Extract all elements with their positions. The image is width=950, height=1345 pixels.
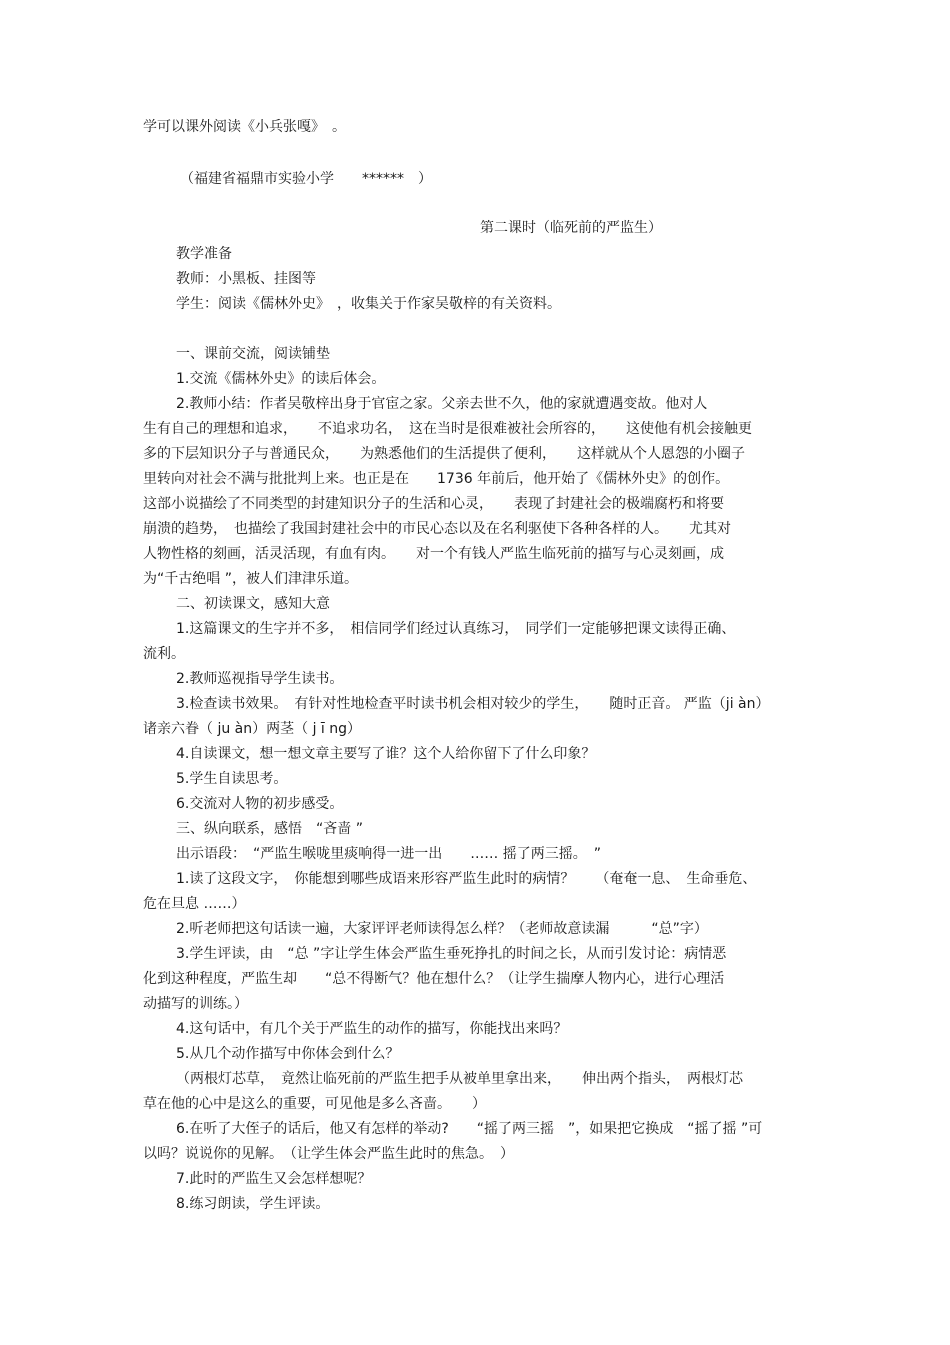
part1-item2-line: 2.教师小结：作者吴敬梓出身于官宦之家。父亲去世不久，他的家就遭遇变故。他对人 [176, 396, 708, 412]
part3-item1-line: 危在旦息 ……） [143, 896, 246, 912]
part3-item5-answer-line: 草在他的心中是这么的重要，可见他是多么吝啬。 ） [143, 1096, 486, 1112]
part2-item3-line: 诸亲六眷（ ju àn）两茎（ j ī ng） [143, 721, 362, 737]
part1-item2-line: 为“千古绝唱 ”，被人们津津乐道。 [143, 571, 358, 587]
prep-student: 学生：阅读《儒林外史》 ，收集关于作家吴敬梓的有关资料。 [176, 296, 561, 312]
part2-item3-line: 3.检查读书效果。 有针对性地检查平时读书机会相对较少的学生， 随时正音。 严监（ji àn） [176, 696, 770, 712]
part1-item2-line: 崩溃的趋势， 也描绘了我国封建社会中的市民心态以及在名利驱使下各种各样的人。 尤其对 [143, 521, 731, 537]
section-title: 第二课时（临死前的严监生） [480, 220, 662, 236]
part1-item2-line: 多的下层知识分子与普通民众， 为熟悉他们的生活提供了便利， 这样就从个人恩怨的小圈子 [143, 446, 745, 462]
part1-item2-line: 这部小说描绘了不同类型的封建知识分子的生活和心灵， 表现了封建社会的极端腐朽和将要 [143, 496, 724, 512]
prep-heading: 教学准备 [176, 246, 232, 262]
part3-item8: 8.练习朗读，学生评读。 [176, 1196, 330, 1212]
part2-item1-line: 流利。 [143, 646, 185, 662]
part3-heading: 三、纵向联系，感悟 “吝啬 ” [176, 821, 363, 837]
part3-item3-line: 动描写的训练。） [143, 996, 248, 1012]
part3-item1-line: 1.读了这段文字， 你能想到哪些成语来形容严监生此时的病情？ （奄奄一息、 生命垂危、 [176, 871, 757, 887]
part1-heading: 一、课前交流，阅读铺垫 [176, 346, 330, 362]
part3-item6-line: 以吗？说说你的见解。 （让学生体会严监生此时的焦急。 ） [143, 1146, 514, 1162]
part1-item2-line: 生有自己的理想和追求， 不追求功名， 这在当时是很难被社会所容的， 这使他有机会接触更 [143, 421, 752, 437]
part3-item2: 2.听老师把这句话读一遍，大家评评老师读得怎么样？（老师故意读漏 “总”字） [176, 921, 708, 937]
author-line: （福建省福鼎市实验小学 ****** ） [180, 171, 432, 187]
part2-item4: 4.自读课文，想一想文章主要写了谁？这个人给你留下了什么印象？ [176, 746, 596, 762]
part3-quote: 出示语段： “严监生喉咙里痰响得一进一出 …… 摇了两三摇。 ” [176, 846, 601, 862]
part3-item3-line: 化到这种程度，严监生却 “总不得断气？他在想什么？（让学生揣摩人物内心，进行心理活 [143, 971, 725, 987]
part3-item5-answer-line: （两根灯芯草， 竟然让临死前的严监生把手从被单里拿出来， 伸出两个指头， 两根灯芯 [176, 1071, 743, 1087]
part2-heading: 二、初读课文，感知大意 [176, 596, 330, 612]
part1-item2-line: 人物性格的刻画，活灵活现，有血有肉。 对一个有钱人严监生临死前的描写与心灵刻画，成 [143, 546, 724, 562]
part2-item5: 5.学生自读思考。 [176, 771, 288, 787]
part3-item5: 5.从几个动作描写中你体会到什么？ [176, 1046, 400, 1062]
prep-teacher: 教师：小黑板、挂图等 [176, 271, 316, 287]
part2-item2: 2.教师巡视指导学生读书。 [176, 671, 344, 687]
part3-item4: 4.这句话中，有几个关于严监生的动作的描写，你能找出来吗？ [176, 1021, 568, 1037]
part3-item6-line: 6.在听了大侄子的话后，他又有怎样的举动? “摇了两三摇 ”，如果把它换成 “摇了摇 ”可 [176, 1121, 763, 1137]
intro-line: 学可以课外阅读《小兵张嘎》 。 [143, 119, 346, 135]
part3-item3-line: 3.学生评读，由 “总 ”字让学生体会严监生垂死挣扎的时间之长，从而引发讨论：病情恶 [176, 946, 727, 962]
part1-item2-line: 里转向对社会不满与批批判上来。也正是在 1736 年前后，他开始了《儒林外史》的创作。 [143, 471, 730, 487]
part2-item6: 6.交流对人物的初步感受。 [176, 796, 344, 812]
part3-item7: 7.此时的严监生又会怎样想呢？ [176, 1171, 372, 1187]
part1-item1: 1.交流《儒林外史》的读后体会。 [176, 371, 386, 387]
part2-item1-line: 1.这篇课文的生字并不多， 相信同学们经过认真练习， 同学们一定能够把课文读得正确、 [176, 621, 736, 637]
